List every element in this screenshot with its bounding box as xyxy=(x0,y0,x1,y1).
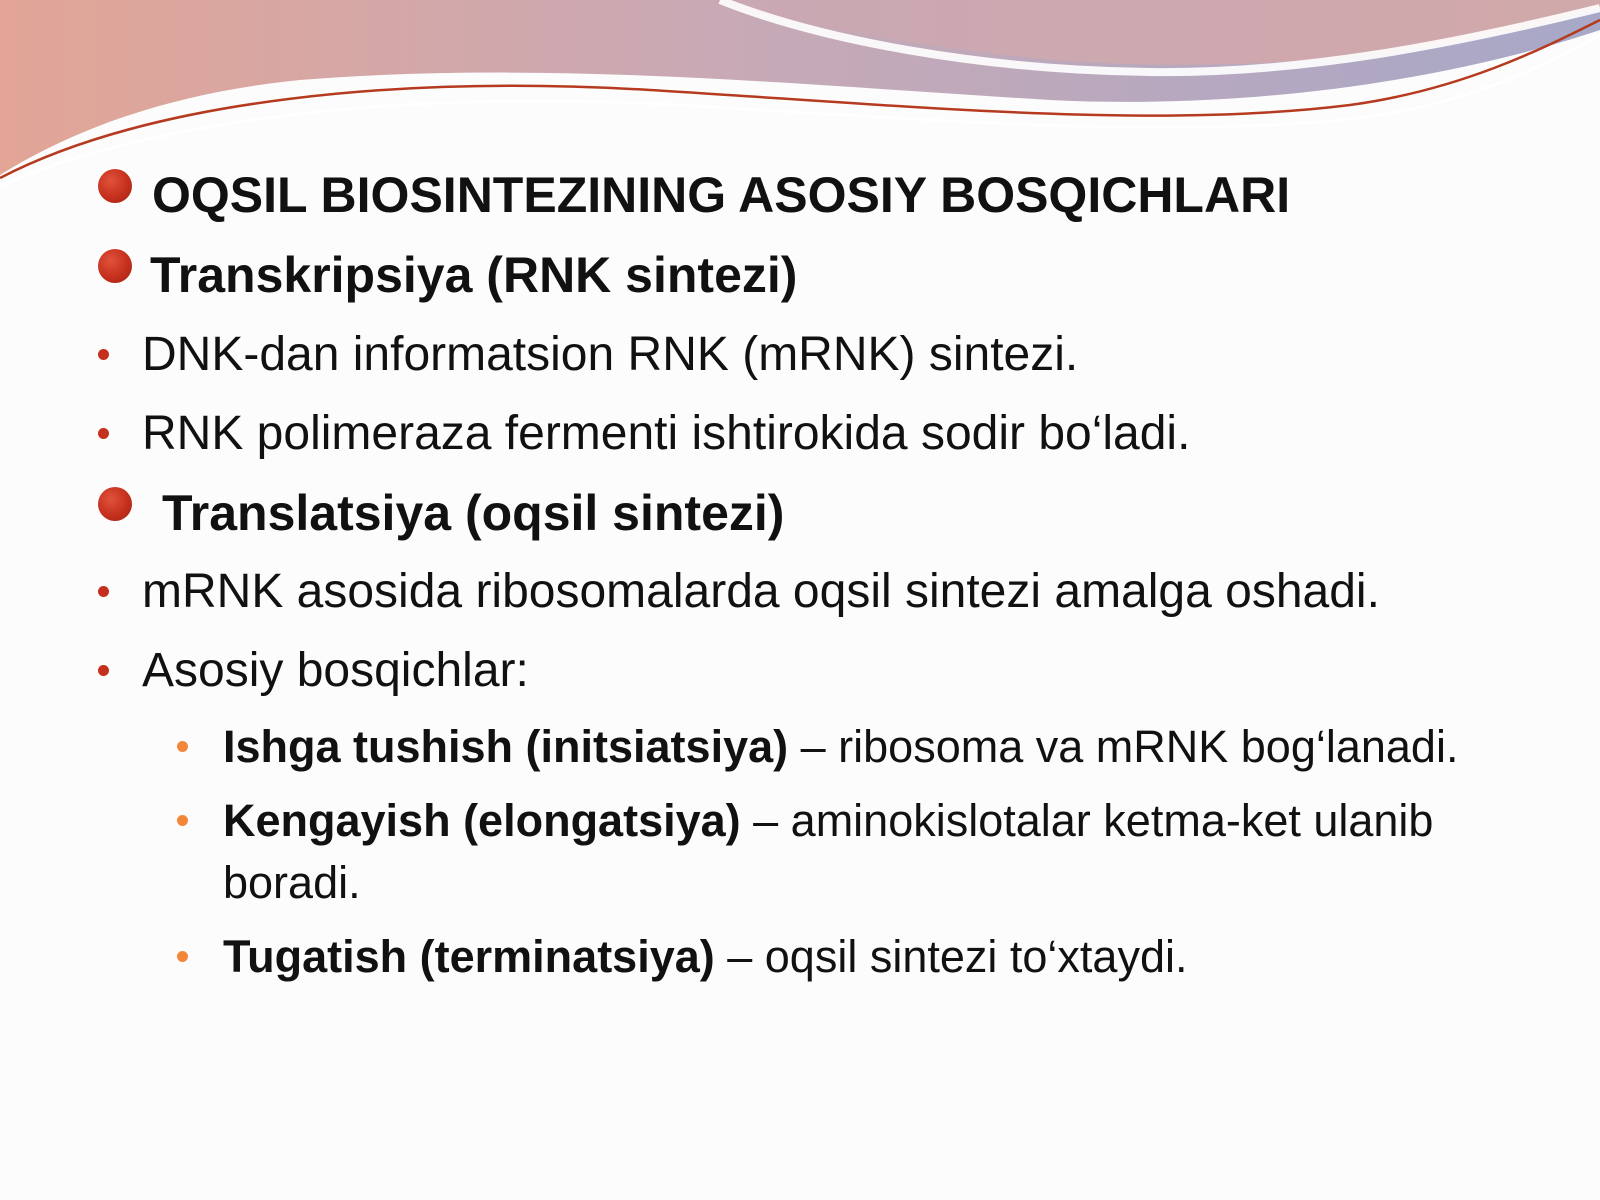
stage-term: Ishga tushish (initsiatsiya) xyxy=(223,721,789,772)
list-item xyxy=(142,326,1078,384)
list-item xyxy=(142,563,1380,621)
section-heading-text: Transkripsiya (RNK sintezi) xyxy=(150,247,798,303)
small-bullet-icon xyxy=(98,586,109,597)
list-item-text: DNK-dan informatsion RNK (mRNK) sintezi. xyxy=(142,328,1079,381)
stage-description: – oqsil sintezi to‘xtaydi. xyxy=(714,931,1188,982)
red-bullet-icon xyxy=(98,487,132,521)
orange-bullet-icon xyxy=(177,741,188,752)
stage-item-termination xyxy=(223,926,1513,988)
red-bullet-icon xyxy=(98,249,132,283)
stage-term: Kengayish (elongatsiya) xyxy=(223,795,741,846)
slide-title-text: OQSIL BIOSINTEZINING ASOSIY BOSQICHLARI xyxy=(152,167,1291,223)
stage-term: Tugatish (terminatsiya) xyxy=(223,931,715,982)
list-item-text: Asosiy bosqichlar: xyxy=(142,644,529,697)
stage-item-elongation xyxy=(223,790,1513,914)
stage-item-initiation xyxy=(223,716,1513,778)
small-bullet-icon xyxy=(98,428,109,439)
stage-description: – ribosoma va mRNK bog‘lanadi. xyxy=(788,721,1459,772)
slide-title xyxy=(152,166,1290,224)
orange-bullet-icon xyxy=(177,951,188,962)
red-bullet-icon xyxy=(98,169,132,203)
stage-description: – aminokislotalar ketma-ket ulanib boradi. xyxy=(223,795,1434,908)
section-heading-translation xyxy=(162,484,784,542)
orange-bullet-icon xyxy=(177,815,188,826)
list-item-text: mRNK asosida ribosomalarda oqsil sintezi amalga oshadi. xyxy=(142,565,1380,618)
list-item xyxy=(142,405,1190,463)
small-bullet-icon xyxy=(98,665,109,676)
small-bullet-icon xyxy=(98,349,109,360)
section-heading-transcription xyxy=(150,246,797,304)
list-item-text: RNK polimeraza fermenti ishtirokida sodir bo‘ladi. xyxy=(142,407,1191,460)
section-heading-text: Translatsiya (oqsil sintezi) xyxy=(162,485,785,541)
list-item xyxy=(142,642,529,700)
